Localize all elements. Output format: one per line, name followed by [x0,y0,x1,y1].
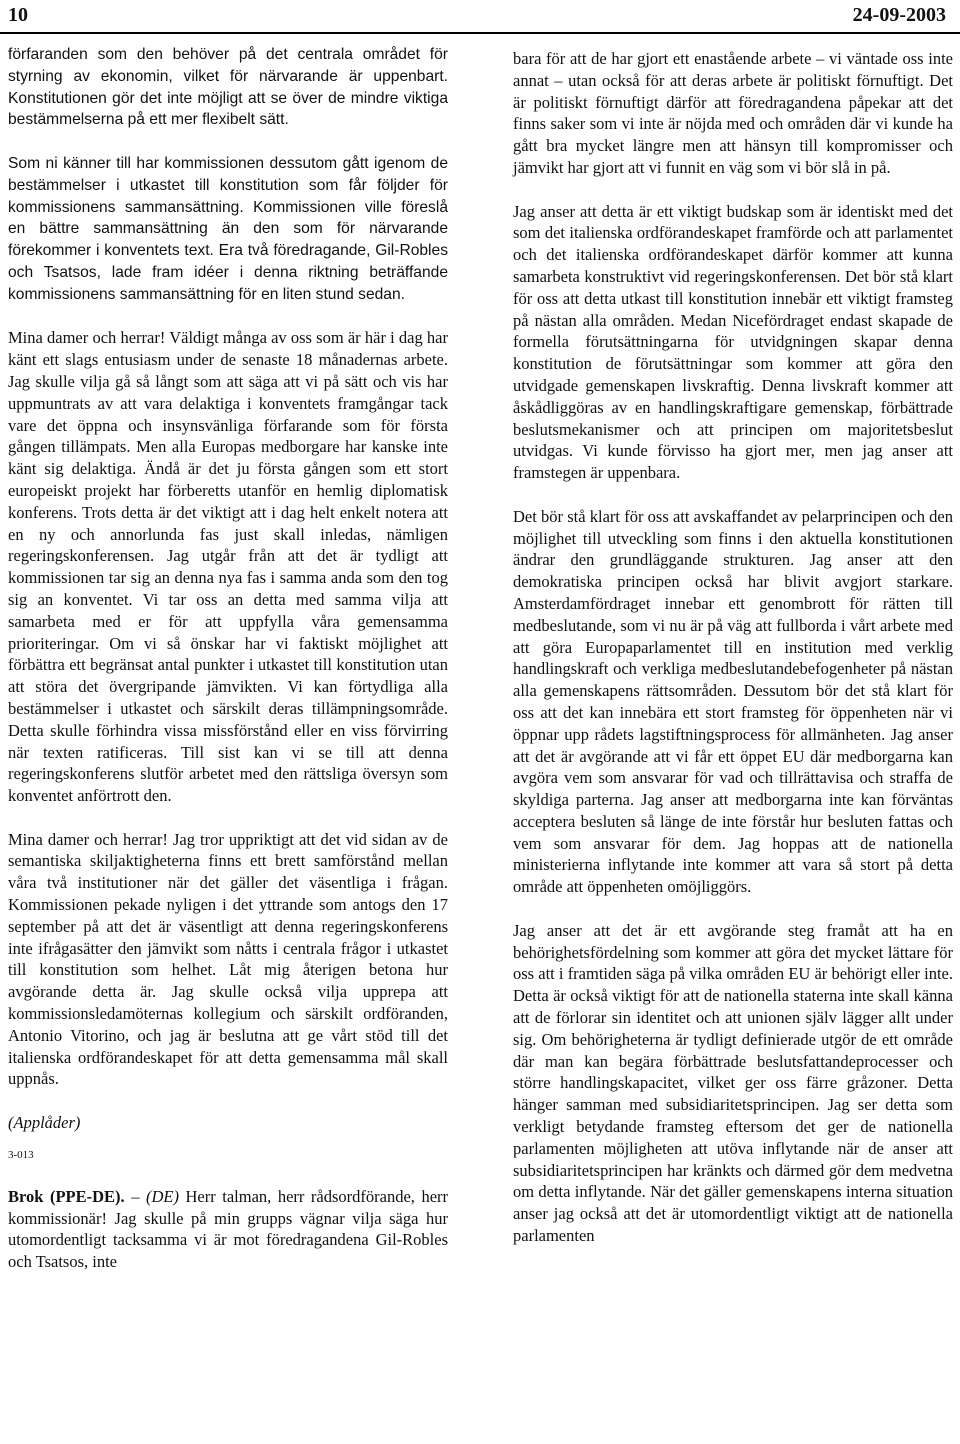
paragraph: Jag anser att det är ett avgörande steg framåt att ha en behörighetsfördelning som kommer att göra det mycket lättare för oss att i framtiden säga på vilka områden EU är behörigt eller inte. Detta är också viktigt för att de nationella staterna inte skall känna att de förlorar sin identitet och att unionen själv lägger allt under sig. Om behörigheterna är tydligt definierade utgör de ett område där man kan begära förbättrade beslutsfattandeprocesser och större handlingskapacitet, vilket ger oss färre gråzoner. Detta hänger samman med subsidiaritetsprincipen. Jag ser detta som verkligt betydande framsteg eftersom det ger de nationella parlamenten möjligheten att utöva inflytande när de anser att subsidiaritetsprincipen har kränkts och därmed gör dem medvetna om detta inflytande. När det gäller gemenskapens interna situation anser jag också att det är utomordentligt viktigt att de nationella parlamenten [513,920,953,1246]
speaker-name: Brok (PPE-DE). [8,1186,125,1206]
page-number: 10 [8,4,28,26]
page-header [0,0,960,36]
paragraph: Som ni känner till har kommissionen dessutom gått igenom de bestämmelser i utkastet till konstitution som får följder för kommissionens sammansättning. Kommissionen ville föreslå en bättre sammansättning än den som för närvarande förekommer i konventets text. Era två föredragande, Gil-Robles och Tsatsos, lade fram idéer i denna riktning beträffande kommissionens sammansättning för en liten stund sedan. [8,154,448,303]
paragraph: bara för att de har gjort ett enastående arbete – vi väntade oss inte annat – utan också för att deras arbete är politiskt förnuftigt. Det är politiskt förnuftigt därför att föredragandena påpekar att det finns saker som vi inte är nöjda med och områden där vi kunde ha gått bra mycket längre men att hänsyn till kompromisser och jämvikt har gjort att vi funnit en väg som vi bör slå in på. [513,49,953,177]
paragraph: Det bör stå klart för oss att avskaffandet av pelarprincipen och den möjlighet till utveckling som finns i den aktuella konstitutionen ändrar den grundläggande strukturen. Jag anser att den demokratiska principen också har blivit avgjort starkare. Amsterdamfördraget innebar ett genombrott för rätten till medbeslutande, som vi nu är på väg att fullborda i vårt arbete med att göra Europaparlamentet till en institution med verklig handlingskraft och verkliga medbeslutandebefogenheter på nästan alla gemenskapens rättsområden. Dessutom bör det stå klart för oss att det kan innebära ett stort framsteg för öppenheten när vi öppnar upp rådets lagstiftningsprocess för allmänheten. Jag anser att det är avgörande att vi får ett öppet EU där medborgarna kan avgöra vem som ansvarar för vad och tillrättavisa och straffa de skyldiga parterna. Jag anser att medborgarna inte kan förväntas acceptera besluten så länge de inte förstår hur besluten fattas och vem som ansvarar för dem. Jag hoppas att de nationella ministerierna inflytande inte kommer att vara så stort på detta område att öppenheten omöjliggörs. [513,506,953,897]
document-date: 24-09-2003 [852,4,946,26]
speaker-language: (DE) [146,1186,179,1206]
left-column [8,44,448,1273]
item-number: 3-013 [8,1148,34,1161]
paragraph: Mina damer och herrar! Jag tror uppriktigt att det vid sidan av de semantiska skiljaktigheterna finns ett brett samförstånd mellan våra två institutioner när det gäller det väsentliga i frågan. Kommissionen pekade nyligen i det yttrande som antogs den 17 september på att det är väsentligt att denna regeringskonferens inte ifrågasätter den jämvikt som nåtts i centrala frågor i utkastet till konstitution som helhet. Låt mig återigen betona hur avgörande detta är. Jag skulle också vilja upprepa att kommissionsledamöternas kollegium och särskilt ordföranden, Antonio Vitorino, och jag är beslutna att ge vårt stöd till det italienska ordförandeskapet för att detta gemensamma mål skall uppnås. [8,829,448,1089]
applause-note: (Applåder) [8,1113,81,1133]
paragraph: Mina damer och herrar! Väldigt många av oss som är här i dag har känt ett slags entusiasm under de senaste 18 månadernas arbete. Jag skulle vilja gå så långt som att säga att vi på sätt och vis har uppmuntrats av att vara delaktiga i konventets framgångar tack vare det öppna och insynsvänliga förfarande som för första gången tillämpats. Men alla Europas medborgare har kanske inte känt sig delaktiga. Ändå är det ju första gången som ett stort europeiskt projekt har förberetts utanför en hemlig diplomatisk konferens. Trots detta är det viktigt att i dag helt enkelt notera att en ny och annorlunda fas just skall inledas, nämligen regeringskonferensen. Jag utgår från att det är tydligt att kommissionen tar sig an denna nya fas i samma anda som den tog sig an konventet. Vi tar oss an detta med samma vilja att samarbeta med er för att uppfylla våra gemensamma prioriteringar. Om vi så önskar har vi faktiskt möjlighet att förbättra ett begränsat antal punkter i utkastet till konstitution utan att störa det övergripande jämvikten. Vi kan förtydliga alla bestämmelser i utkastet och särskilt deras tillämpningsområde. Detta skulle förhindra vissa missförstånd eller en viss förvirring när texten ratificeras. Till sist kan vi se till att denna regeringskonferens slutför arbetet med den rättsliga översyn som konventet anförtrott den. [8,328,448,806]
header-rule [0,32,960,34]
paragraph: förfaranden som den behöver på det centrala området för styrning av ekonomin, vilket för närvarande är uppenbart. Konstitutionen gör det inte möjligt att se över de mindre viktiga bestämmelserna på ett mer flexibelt sätt. [8,46,448,129]
speaker-text: Herr talman, herr rådsordförande, herr kommissionär! Jag skulle på min grupps vägnar vilja säga hur utomordentligt tacksamma vi är mot föredragandena Gil-Robles och Tsatsos, inte [8,1186,449,1272]
right-column [513,48,953,1269]
speaker-paragraph [8,1186,448,1273]
paragraph: Jag anser att detta är ett viktigt budskap som är identiskt med det som det italienska ordförandeskapet framförde och att parlamentet och det italienska ordförandeskapet därför kommer att kunna samarbeta konstruktivt vid regeringskonferensen. Det bör stå klart för oss att detta utkast till konstitution innebär ett viktigt framsteg på nästan alla områden. Medan Nicefördraget endast skapade de formella förutsättningarna för utvidgningen skapar denna konstitution de förutsättningar som kommer att göra den utvidgade gemenskapen livskraftig. Denna livskraft kommer att åskådliggöras av en handlingskraftigare gemenskap, förbättrade beslutsmekanismer och att principen om majoritetsbeslut utvidgas. Vi kunde förvisso ha gjort mer, men jag anser att framstegen är uppenbara. [513,201,953,483]
speaker-dash: – [131,1186,140,1206]
